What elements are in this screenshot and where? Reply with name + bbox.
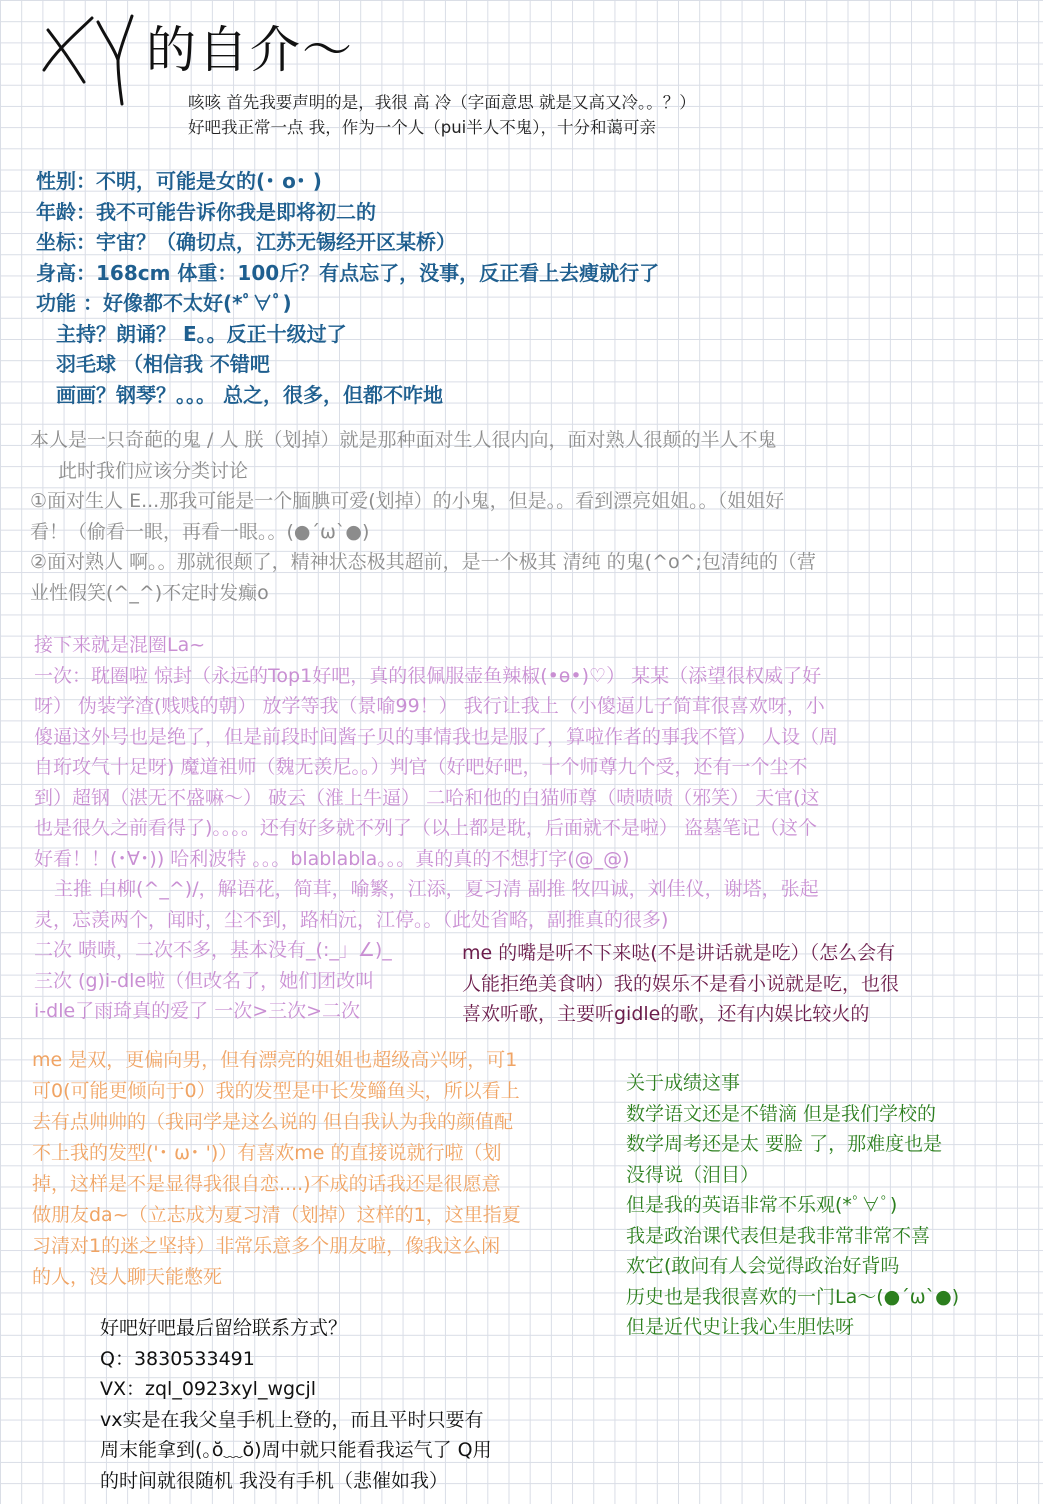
self-line: 做朋友da~（立志成为夏习清（划掉）这样的1，这里指夏: [32, 1204, 521, 1226]
grades-line: 但是我的英语非常不乐观(*ﾟ∀ﾟ): [626, 1194, 898, 1216]
hobbies-line: 喜欢听歌，主要听gidle的歌，还有内娱比较火的: [462, 1003, 870, 1025]
fandom-line: 到）超钢（湛无不盛嘛～） 破云（淮上牛逼） 二哈和他的白猫师尊（啧啧啧（邪笑） 天官(这: [34, 786, 820, 809]
fandom-line: 灵，忘羡两个，闻时，尘不到，路柏沅，江停。。（此处省略，副推真的很多): [34, 908, 669, 931]
self-line: 去有点帅帅的（我同学是这么说的 但自我认为我的颜值配: [32, 1111, 514, 1133]
profile-gender: 性别：不明，可能是女的(･ o･ ): [36, 169, 322, 193]
contact-note: 的时间就很随机 我没有手机（悲催如我）: [100, 1469, 449, 1492]
contact-qq: Q：3830533491: [100, 1347, 255, 1370]
intro-text: [188, 90, 696, 140]
profile-section: [36, 166, 659, 410]
profile-age: 年龄：我不可能告诉你我是即将初二的: [36, 199, 376, 224]
hobbies-line: 人能拒绝美食呐）我的娱乐不是看小说就是吃，也很: [462, 972, 900, 995]
personality-section: [30, 425, 816, 608]
personality-line: 业性假笑(^_^)不定时发癫o: [30, 581, 269, 604]
fandom-line: 也是很久之前看得了)。。。。还有好多就不列了（以上都是耽，后面就不是啦） 盗墓笔记（这个: [34, 817, 817, 839]
grades-line: 但是近代史让我心生胆怯呀: [626, 1316, 855, 1338]
intro-line: 好吧我正常一点 我，作为一个人（pui半人不鬼），十分和蔼可亲: [188, 118, 657, 137]
fandom-line: 好看！！(･∀･)) 哈利波特 。。。blablabla。。。真的真的不想打字(@_@): [34, 847, 630, 870]
grades-line: 欢它(敢问有人会觉得政治好背吗: [626, 1255, 900, 1277]
fandom-line: 傻逼这外号也是绝了，但是前段时间酱子贝的事情我也是服了，算啦作者的事我不管） 人设（周: [34, 725, 839, 748]
fandom-line: 三次 (g)i-dle啦（但改名了，她们团改叫: [34, 969, 375, 992]
contact-note: vx实是在我父皇手机上登的，而且平时只要有: [100, 1408, 484, 1431]
contact-wechat: VX：zql_0923xyl_wgcjl: [100, 1378, 317, 1400]
contact-section: [100, 1313, 492, 1496]
self-line: 不上我的发型('･ ω･ ')）有喜欢me 的直接说就行啦（划: [32, 1142, 502, 1164]
profile-height-weight: 身高：168cm 体重：100斤？有点忘了，没事，反正看上去瘦就行了: [36, 260, 660, 285]
fandom-line: 接下来就是混圈La~: [34, 634, 206, 656]
grades-line: 没得说（泪目）: [626, 1163, 760, 1186]
self-line: me 是双，更偏向男，但有漂亮的姐姐也超级高兴呀，可1: [32, 1049, 518, 1071]
handwritten-xy-logo: [40, 8, 136, 108]
fandom-line: 呀） 伪装学渣(贱贱的朝） 放学等我（景喻99！） 我行让我上（小傻逼儿子简茸很喜欢呀，小: [34, 695, 825, 717]
fandom-line: 二次 啧啧，二次不多，基本没有_(:_」∠)_: [34, 939, 392, 961]
grades-line: 我是政治课代表但是我非常非常不喜: [626, 1224, 931, 1247]
self-line: 的人，没人聊天能憋死: [32, 1266, 223, 1288]
grades-section: [626, 1068, 959, 1343]
personality-line: ①面对生人 E...那我可能是一个腼腆可爱(划掉）的小鬼，但是。。看到漂亮姐姐。。（姐姐好: [30, 490, 785, 512]
fandom-line: 自珩攻气十足呀) 魔道祖师（魏无羡尼。。）判官（好吧好吧，十个师尊九个受，还有一个尘不: [34, 756, 808, 778]
self-line: 掉，这样是不是显得我很自恋....)不成的话我还是很愿意: [32, 1173, 501, 1195]
grades-line: 数学周考还是太 要脸 了，那难度也是: [626, 1133, 943, 1155]
personality-line: 看！（偷看一眼，再看一眼。。(●´ω`●): [30, 520, 370, 543]
personality-line: 此时我们应该分类讨论: [58, 459, 249, 482]
personality-line: 本人是一只奇葩的鬼 / 人 朕（划掉）就是那种面对生人很内向，面对熟人很颠的半人不鬼: [30, 429, 777, 451]
profile-skill-item: 主持？朗诵？ E。。反正十级过了: [56, 321, 347, 346]
fandom-favorites: 主推 白柳(^_^)/，解语花，简茸，喻繁，江添，夏习清 副推 牧四诚，刘佳仪，谢塔，张起: [54, 878, 819, 900]
grades-heading: 关于成绩这事: [626, 1072, 741, 1094]
grades-line: 历史也是我很喜欢的一门La～(●´ω`●): [626, 1285, 960, 1308]
grades-line: 数学语文还是不错滴 但是我们学校的: [626, 1102, 937, 1125]
page-title: 的自介～: [146, 21, 354, 79]
profile-skill-item: 羽毛球 （相信我 不错吧: [56, 352, 270, 376]
self-line: 习清对1的迷之坚持）非常乐意多个朋友啦，像我这么闲: [32, 1235, 501, 1257]
self-line: 可0(可能更倾向于0）我的发型是中长发鲻鱼头，所以看上: [32, 1080, 520, 1102]
hobbies-section: [462, 938, 899, 1030]
personality-line: ②面对熟人 啊。。那就很颠了，精神状态极其超前，是一个极其 清纯 的鬼(^o^;包清纯的（营: [30, 551, 816, 573]
intro-line: 咳咳 首先我要声明的是，我很 高 冷（字面意思 就是又高又冷。。？）: [188, 93, 696, 112]
fandom-line: i-dle了雨琦真的爱了 一次>三次>二次: [34, 1000, 361, 1022]
profile-skills: 功能 ：好像都不太好(*ﾟ∀ﾟ): [36, 291, 292, 315]
contact-note: 周末能拿到(｡ŏ﹏ŏ)周中就只能看我运气了 Q用: [100, 1439, 492, 1461]
hobbies-line: me 的嘴是听不下来哒(不是讲话就是吃）（怎么会有: [462, 942, 896, 964]
profile-skill-item: 画画？钢琴？。。。 总之，很多，但都不咋地: [56, 382, 443, 407]
self-description-section: [32, 1045, 521, 1293]
contact-heading: 好吧好吧最后留给联系方式？: [100, 1317, 348, 1339]
fandom-line: 一次：耽圈啦 惊封（永远的Top1好吧，真的很佩服壶鱼辣椒(•ɵ•)♡） 某某（添望很权威了好: [34, 664, 822, 687]
profile-location: 坐标：宇宙？（确切点，江苏无锡经开区某桥）: [36, 230, 456, 254]
